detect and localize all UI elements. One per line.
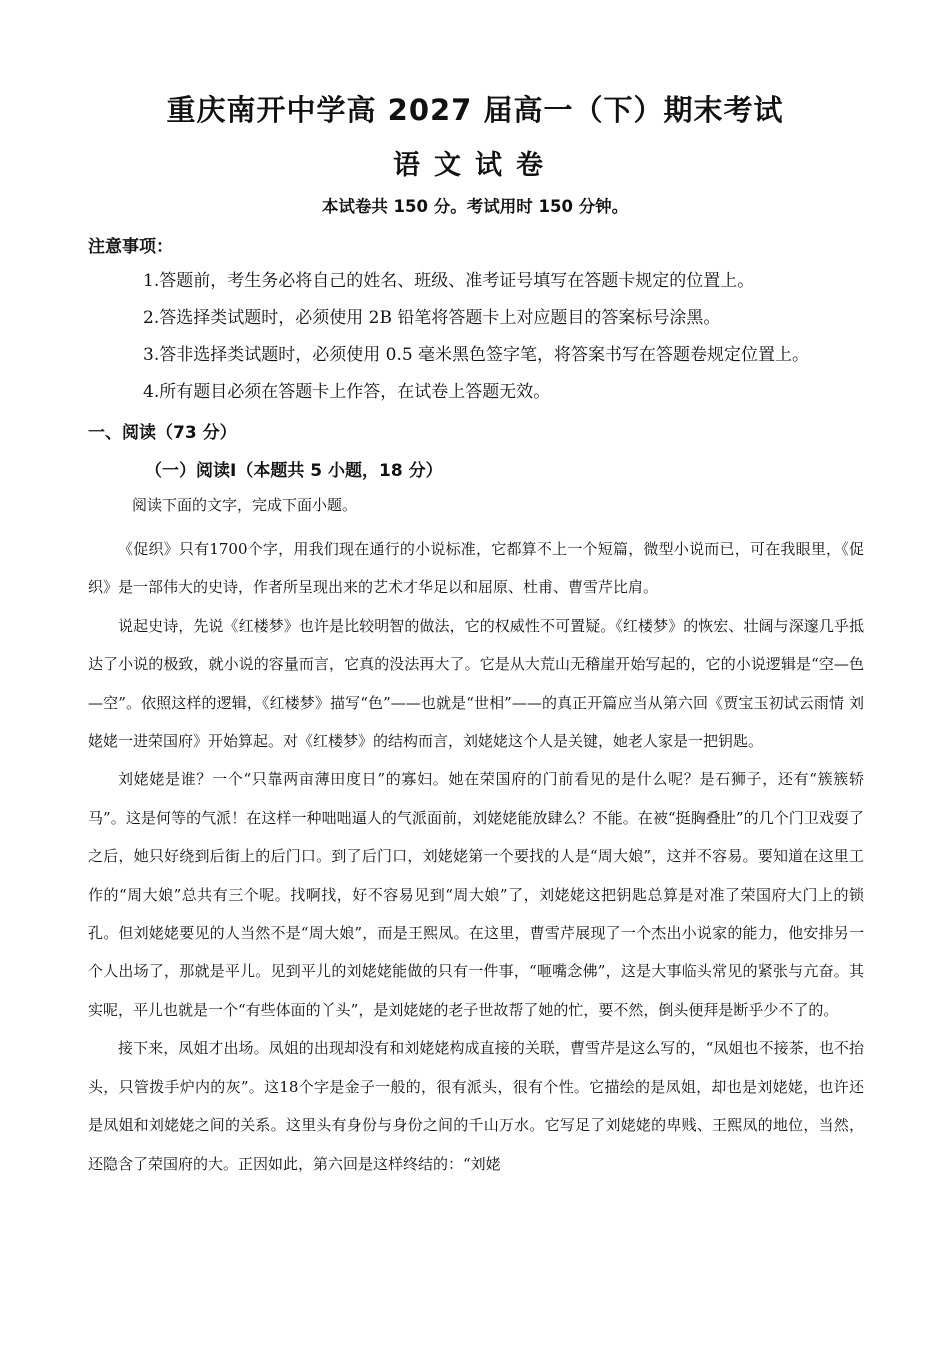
passage-paragraph: 接下来，凤姐才出场。凤姐的出现却没有和刘姥姥构成直接的关联，曹雪芹是这么写的，“凤姐也不接茶，也不抬头，只管拨手炉内的灰”。这18个字是金子一般的，很有派头，很有个性。它描绘的是凤姐，却也是刘姥姥，也许还是凤姐和刘姥姥之间的关系。这里头有身份与身份之间的千山万水。它写足了刘姥姥的卑贱、王熙凤的地位，当然，还隐含了荣国府的大。正因如此，第六回是这样终结的：“刘姥 bbox=[88, 1039, 864, 1173]
notice-item: 2.答选择类试题时，必须使用 2B 铅笔将答题卡上对应题目的答案标号涂黑。 bbox=[143, 308, 721, 328]
subsection-heading: （一）阅读I（本题共 5 小题，18 分） bbox=[145, 461, 443, 481]
notice-item: 1.答题前，考生务必将自己的姓名、班级、准考证号填写在答题卡规定的位置上。 bbox=[143, 271, 755, 291]
passage-paragraph: 刘姥姥是谁？一个“只靠两亩薄田度日”的寡妇。她在荣国府的门前看见的是什么呢？是石狮子，还有“簇簇轿马”。这是何等的气派！在这样一种咄咄逼人的气派面前，刘姥姥能放肆么？不能。在被“挺胸叠肚”的几个门卫戏耍了之后，她只好绕到后街上的后门口。到了后门口，刘姥姥第一个要找的人是“周大娘”，这并不容易。要知道在这里工作的“周大娘”总共有三个呢。找啊找，好不容易见到“周大娘”了，刘姥姥这把钥匙总算是对准了荣国府大门上的锁孔。但刘姥姥要见的人当然不是“周大娘”，而是王熙凤。在这里，曹雪芹展现了一个杰出小说家的能力，他安排另一个人出场了，那就是平儿。见到平儿的刘姥姥能做的只有一件事，“咂嘴念佛”，这是大事临头常见的紧张与亢奋。其实呢，平儿也就是一个“有些体面的丫头”，是刘姥姥的老子世故帮了她的忙，要不然，倒头便拜是断乎少不了的。 bbox=[88, 770, 864, 1019]
exam-subtitle: 语文试卷 bbox=[393, 150, 557, 181]
exam-title: 重庆南开中学高 2027 届高一（下）期末考试 bbox=[166, 93, 784, 127]
passage-paragraph: 《促织》只有1700个字，用我们现在通行的小说标准，它都算不上一个短篇，微型小说而已，可在我眼里，《促织》是一部伟大的史诗，作者所呈现出来的艺术才华足以和屈原、杜甫、曹雪芹比肩。 bbox=[88, 540, 864, 597]
notice-item: 4.所有题目必须在答题卡上作答，在试卷上答题无效。 bbox=[143, 382, 551, 402]
notice-item: 3.答非选择类试题时，必须使用 0.5 毫米黑色签字笔，将答案书写在答题卷规定位置上。 bbox=[143, 345, 810, 365]
reading-passage bbox=[88, 530, 864, 1183]
score-time-note: 本试卷共 150 分。考试用时 150 分钟。 bbox=[321, 197, 629, 216]
notice-list bbox=[143, 266, 883, 414]
reading-instruction: 阅读下面的文字，完成下面小题。 bbox=[132, 496, 358, 514]
passage-paragraph: 说起史诗，先说《红楼梦》也许是比较明智的做法，它的权威性不可置疑。《红楼梦》的恢宏、壮阔与深邃几乎抵达了小说的极致，就小说的容量而言，它真的没法再大了。它是从大荒山无稽崖开始写起的，它的小说逻辑是“空—色—空”。依照这样的逻辑，《红楼梦》描写“色”——也就是“世相”——的真正开篇应当从第六回《贾宝玉初试云雨情 刘姥姥一进荣国府》开始算起。对《红楼梦》的结构而言，刘姥姥这个人是关键，她老人家是一把钥匙。 bbox=[88, 616, 864, 751]
notice-heading: 注意事项： bbox=[88, 237, 173, 257]
section-heading: 一、阅读（73 分） bbox=[88, 423, 237, 443]
